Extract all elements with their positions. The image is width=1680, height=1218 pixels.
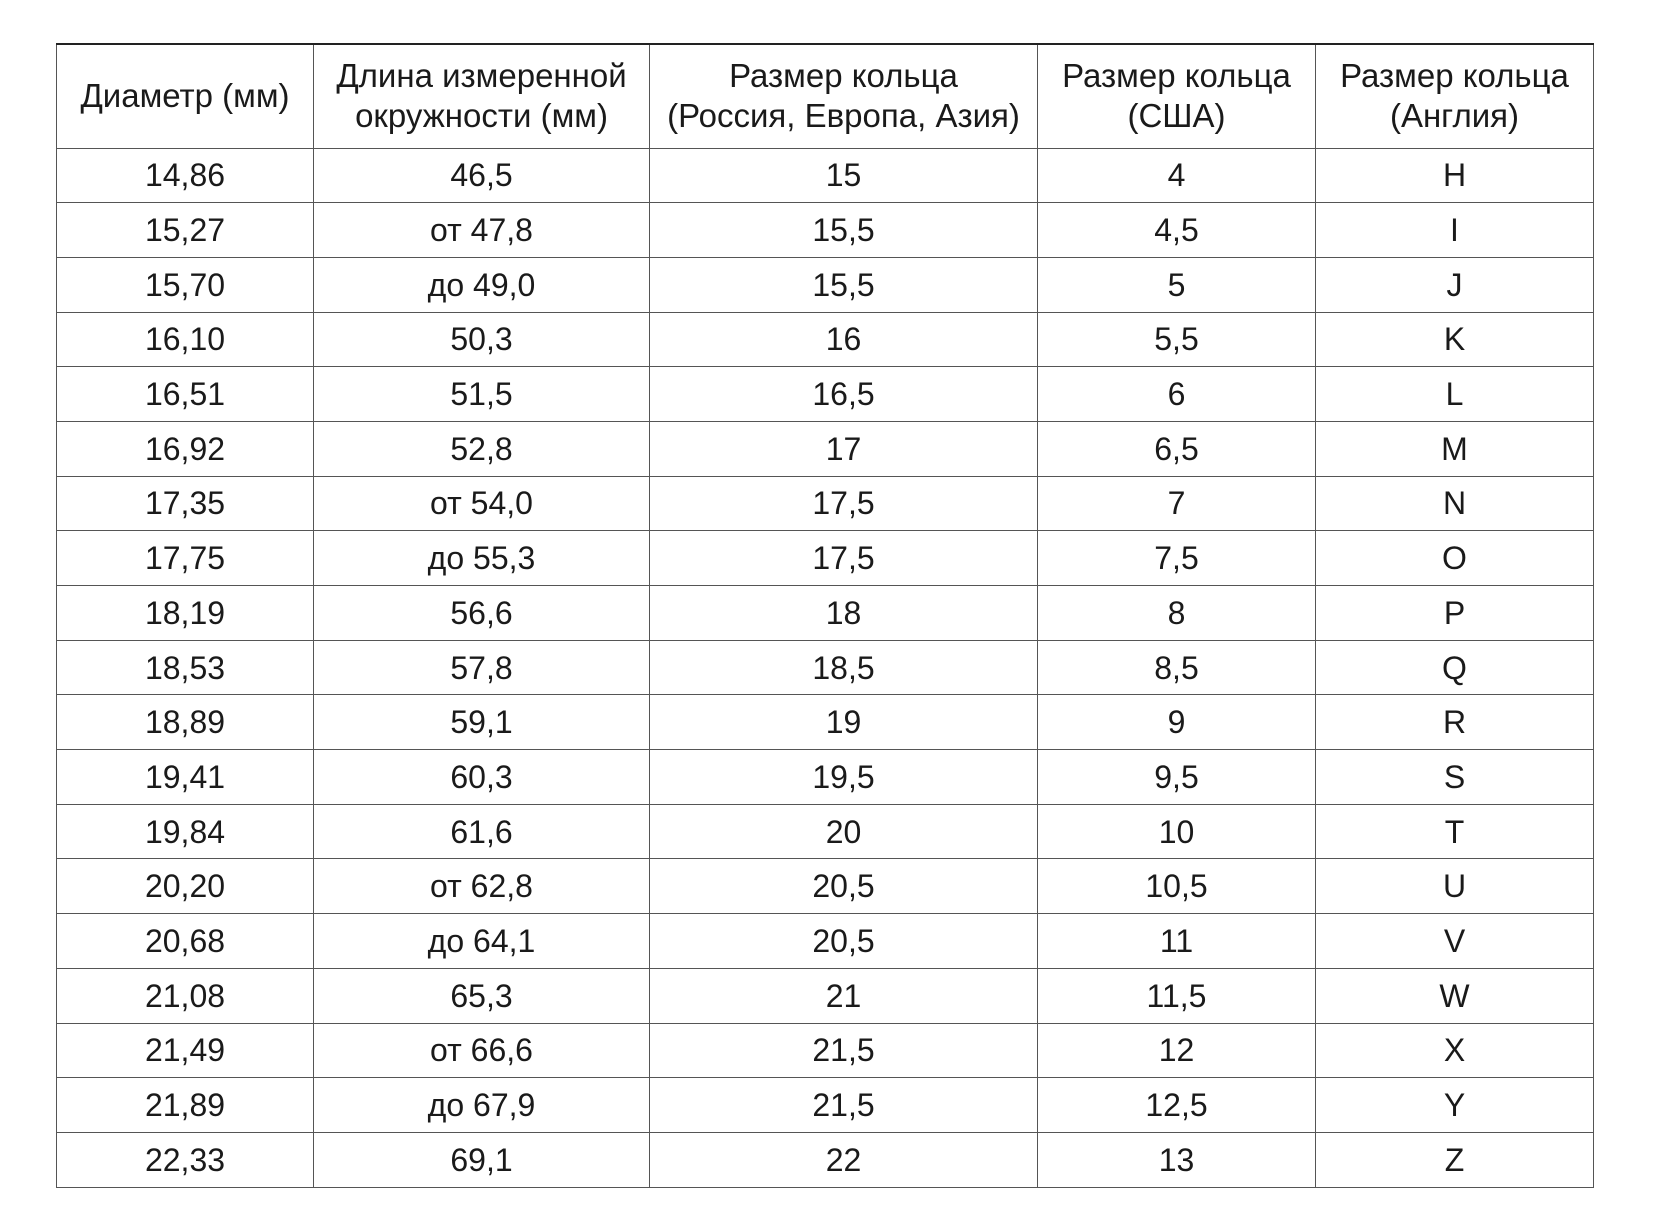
cell-circumference: 52,8 (314, 421, 650, 476)
cell-size-usa: 7 (1038, 476, 1316, 531)
table-row (57, 476, 1594, 531)
column-header-line: (США) (1127, 97, 1226, 135)
cell-diameter: 21,49 (57, 1023, 314, 1078)
cell-circumference: 57,8 (314, 640, 650, 695)
table-row (57, 640, 1594, 695)
cell-diameter: 18,19 (57, 586, 314, 641)
cell-size-england: Z (1316, 1132, 1594, 1187)
cell-diameter: 22,33 (57, 1132, 314, 1187)
cell-diameter: 21,08 (57, 968, 314, 1023)
cell-size-usa: 4,5 (1038, 203, 1316, 258)
cell-circumference: до 67,9 (314, 1078, 650, 1133)
table-row (57, 148, 1594, 203)
column-header-diameter (57, 44, 314, 148)
cell-circumference: до 64,1 (314, 914, 650, 969)
column-header-circumference (314, 44, 650, 148)
cell-size-russia-europe-asia: 17,5 (650, 476, 1038, 531)
cell-size-usa: 6,5 (1038, 421, 1316, 476)
column-header-line: Размер кольца (1062, 57, 1291, 95)
cell-diameter: 19,84 (57, 804, 314, 859)
table-row (57, 257, 1594, 312)
cell-size-england: V (1316, 914, 1594, 969)
cell-size-russia-europe-asia: 21,5 (650, 1023, 1038, 1078)
cell-size-usa: 5,5 (1038, 312, 1316, 367)
cell-diameter: 16,51 (57, 367, 314, 422)
cell-size-russia-europe-asia: 20,5 (650, 914, 1038, 969)
table-row (57, 1078, 1594, 1133)
cell-size-england: K (1316, 312, 1594, 367)
cell-circumference: 60,3 (314, 750, 650, 805)
cell-diameter: 15,27 (57, 203, 314, 258)
cell-diameter: 16,92 (57, 421, 314, 476)
cell-size-russia-europe-asia: 19 (650, 695, 1038, 750)
cell-size-england: Y (1316, 1078, 1594, 1133)
column-header-line: (Англия) (1389, 97, 1520, 135)
cell-size-usa: 4 (1038, 148, 1316, 203)
cell-size-england: P (1316, 586, 1594, 641)
table-row (57, 914, 1594, 969)
cell-size-england: N (1316, 476, 1594, 531)
cell-diameter: 21,89 (57, 1078, 314, 1133)
cell-size-usa: 9 (1038, 695, 1316, 750)
column-header-size-usa (1038, 44, 1316, 148)
cell-size-usa: 8,5 (1038, 640, 1316, 695)
cell-circumference: 50,3 (314, 312, 650, 367)
column-header-line: (Россия, Европа, Азия) (667, 97, 1020, 135)
cell-size-england: X (1316, 1023, 1594, 1078)
cell-size-usa: 5 (1038, 257, 1316, 312)
cell-size-england: I (1316, 203, 1594, 258)
cell-diameter: 18,53 (57, 640, 314, 695)
cell-size-england: T (1316, 804, 1594, 859)
cell-size-england: Q (1316, 640, 1594, 695)
cell-size-russia-europe-asia: 15 (650, 148, 1038, 203)
cell-size-russia-europe-asia: 18 (650, 586, 1038, 641)
column-header-line: Диаметр (мм) (80, 77, 290, 115)
column-header-size-russia-europe-asia (650, 44, 1038, 148)
cell-size-russia-europe-asia: 16 (650, 312, 1038, 367)
cell-size-russia-europe-asia: 21,5 (650, 1078, 1038, 1133)
cell-diameter: 20,68 (57, 914, 314, 969)
cell-size-usa: 12 (1038, 1023, 1316, 1078)
table-row (57, 586, 1594, 641)
cell-size-england: L (1316, 367, 1594, 422)
table-row (57, 1023, 1594, 1078)
column-header-line: Размер кольца (729, 57, 958, 95)
column-header-line: окружности (мм) (355, 97, 608, 135)
cell-size-usa: 12,5 (1038, 1078, 1316, 1133)
cell-diameter: 19,41 (57, 750, 314, 805)
cell-size-russia-europe-asia: 20,5 (650, 859, 1038, 914)
table-row (57, 804, 1594, 859)
cell-diameter: 18,89 (57, 695, 314, 750)
cell-size-usa: 7,5 (1038, 531, 1316, 586)
cell-circumference: от 62,8 (314, 859, 650, 914)
cell-circumference: 61,6 (314, 804, 650, 859)
cell-size-usa: 11,5 (1038, 968, 1316, 1023)
cell-diameter: 16,10 (57, 312, 314, 367)
cell-size-england: M (1316, 421, 1594, 476)
cell-diameter: 20,20 (57, 859, 314, 914)
cell-size-england: R (1316, 695, 1594, 750)
table-row (57, 312, 1594, 367)
column-header-line: Длина измеренной (336, 57, 627, 95)
table-row (57, 750, 1594, 805)
table-header (57, 44, 1594, 148)
table-row (57, 531, 1594, 586)
cell-circumference: от 66,6 (314, 1023, 650, 1078)
cell-size-usa: 8 (1038, 586, 1316, 641)
cell-diameter: 17,75 (57, 531, 314, 586)
cell-circumference: 59,1 (314, 695, 650, 750)
table-body (57, 148, 1594, 1187)
cell-size-england: H (1316, 148, 1594, 203)
ring-size-table (56, 43, 1594, 1188)
column-header-size-england (1316, 44, 1594, 148)
cell-circumference: до 49,0 (314, 257, 650, 312)
table-row (57, 1132, 1594, 1187)
table-row (57, 968, 1594, 1023)
cell-size-england: S (1316, 750, 1594, 805)
cell-circumference: 56,6 (314, 586, 650, 641)
cell-size-usa: 10 (1038, 804, 1316, 859)
table-row (57, 367, 1594, 422)
cell-size-usa: 10,5 (1038, 859, 1316, 914)
cell-circumference: от 47,8 (314, 203, 650, 258)
cell-size-russia-europe-asia: 17,5 (650, 531, 1038, 586)
cell-size-england: U (1316, 859, 1594, 914)
cell-circumference: 51,5 (314, 367, 650, 422)
header-row (57, 44, 1594, 148)
cell-size-usa: 9,5 (1038, 750, 1316, 805)
cell-size-russia-europe-asia: 15,5 (650, 203, 1038, 258)
cell-size-england: O (1316, 531, 1594, 586)
cell-size-russia-europe-asia: 16,5 (650, 367, 1038, 422)
cell-size-russia-europe-asia: 15,5 (650, 257, 1038, 312)
table-row (57, 859, 1594, 914)
cell-diameter: 14,86 (57, 148, 314, 203)
cell-size-russia-europe-asia: 20 (650, 804, 1038, 859)
cell-size-russia-europe-asia: 17 (650, 421, 1038, 476)
cell-diameter: 15,70 (57, 257, 314, 312)
cell-diameter: 17,35 (57, 476, 314, 531)
cell-size-russia-europe-asia: 19,5 (650, 750, 1038, 805)
cell-size-russia-europe-asia: 21 (650, 968, 1038, 1023)
table-row (57, 421, 1594, 476)
table-row (57, 695, 1594, 750)
cell-circumference: до 55,3 (314, 531, 650, 586)
cell-size-russia-europe-asia: 22 (650, 1132, 1038, 1187)
column-header-line: Размер кольца (1340, 57, 1569, 95)
cell-size-england: J (1316, 257, 1594, 312)
cell-circumference: 46,5 (314, 148, 650, 203)
cell-size-russia-europe-asia: 18,5 (650, 640, 1038, 695)
cell-size-usa: 11 (1038, 914, 1316, 969)
table-row (57, 203, 1594, 258)
cell-size-usa: 13 (1038, 1132, 1316, 1187)
cell-circumference: 65,3 (314, 968, 650, 1023)
cell-size-usa: 6 (1038, 367, 1316, 422)
cell-size-england: W (1316, 968, 1594, 1023)
cell-circumference: 69,1 (314, 1132, 650, 1187)
cell-circumference: от 54,0 (314, 476, 650, 531)
